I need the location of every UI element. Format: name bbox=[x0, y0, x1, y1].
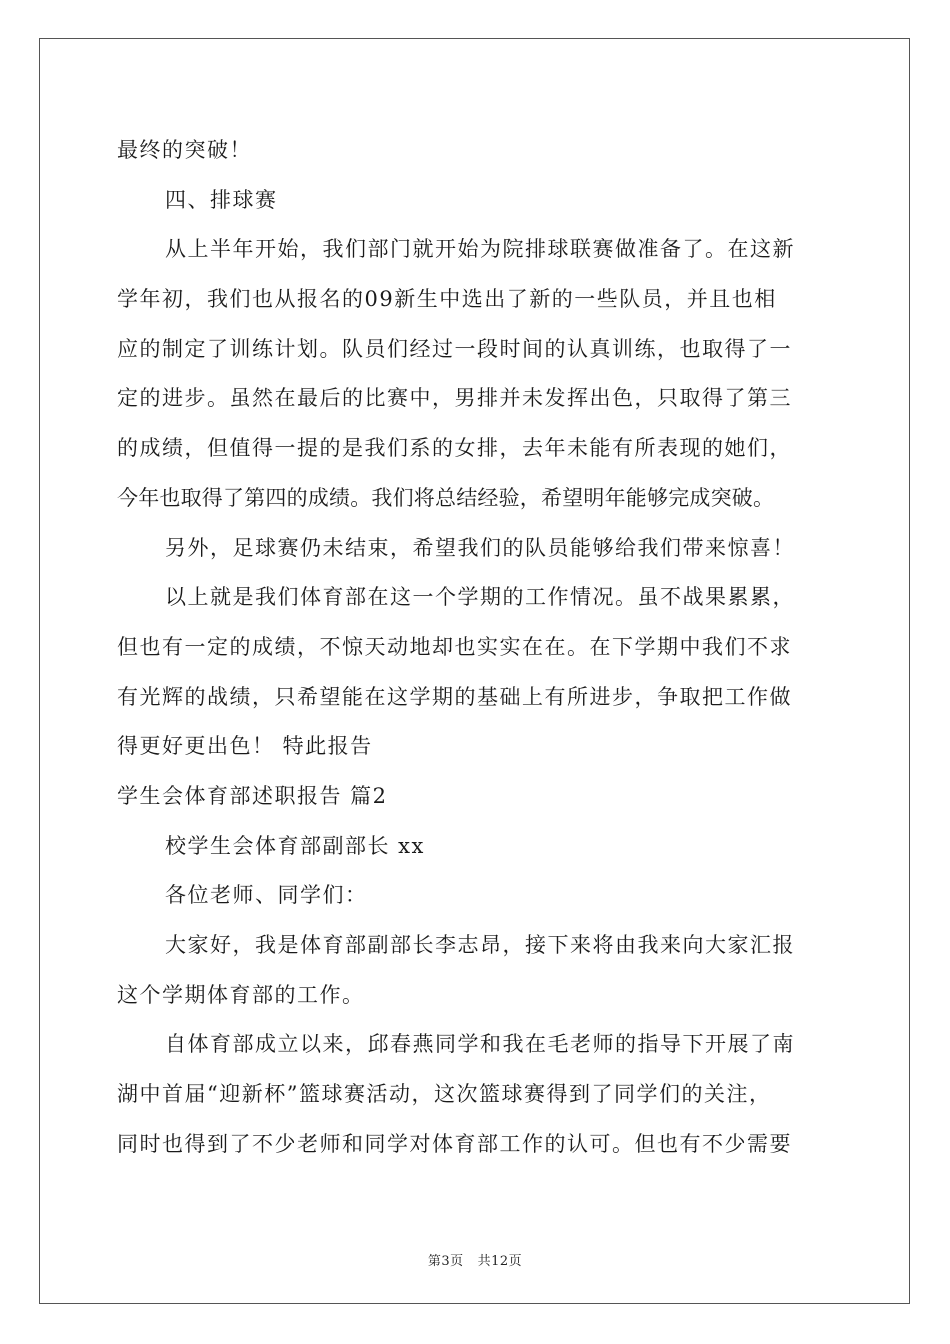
section-heading: 四、排球赛 bbox=[165, 187, 278, 212]
page-total: 共12页 bbox=[477, 1254, 523, 1269]
paragraph-line: 得更好更出色！ 特此报告 bbox=[117, 734, 373, 759]
document-body bbox=[117, 126, 857, 1169]
paragraph-line: 自体育部成立以来，邱春燕同学和我在毛老师的指导下开展了南 bbox=[165, 1032, 795, 1057]
paragraph-line: 另外，足球赛仍未结束，希望我们的队员能够给我们带来惊喜！ bbox=[165, 535, 795, 560]
salutation: 各位老师、同学们： bbox=[165, 883, 368, 908]
paragraph-line: 有光辉的战绩，只希望能在这学期的基础上有所进步，争取把工作做 bbox=[117, 684, 792, 709]
paragraph-line: 应的制定了训练计划。队员们经过一段时间的认真训练，也取得了一 bbox=[117, 336, 792, 361]
paragraph-line: 今年也取得了第四的成绩。我们将总结经验，希望明年能够完成突破。 bbox=[117, 485, 775, 510]
paragraph-line: 定的进步。虽然在最后的比赛中，男排并未发挥出色，只取得了第三 bbox=[117, 386, 792, 411]
paragraph-line: 的成绩，但值得一提的是我们系的女排，去年未能有所表现的她们， bbox=[117, 436, 792, 461]
paragraph-line: 但也有一定的成绩，不惊天动地却也实实在在。在下学期中我们不求 bbox=[117, 634, 792, 659]
paragraph-line: 最终的突破！ bbox=[117, 138, 252, 162]
author-line: 校学生会体育部副部长 xx bbox=[165, 833, 425, 858]
paragraph-line: 湖中首届“迎新杯”篮球赛活动，这次篮球赛得到了同学们的关注， bbox=[117, 1082, 772, 1107]
page-number: 第3页 bbox=[427, 1254, 464, 1269]
paragraph-line: 从上半年开始，我们部门就开始为院排球联赛做准备了。在这新 bbox=[165, 237, 795, 262]
report-title: 学生会体育部述职报告 篇2 bbox=[117, 783, 388, 808]
page-footer bbox=[0, 1250, 950, 1269]
paragraph-line: 大家好，我是体育部副部长李志昂，接下来将由我来向大家汇报 bbox=[165, 933, 795, 957]
paragraph-line: 同时也得到了不少老师和同学对体育部工作的认可。但也有不少需要 bbox=[117, 1131, 792, 1156]
paragraph-line: 这个学期体育部的工作。 bbox=[117, 982, 365, 1007]
paragraph-line: 以上就是我们体育部在这一个学期的工作情况。虽不战果累累， bbox=[165, 585, 795, 610]
paragraph-line: 学年初，我们也从报名的09新生中选出了新的一些队员，并且也相 bbox=[117, 287, 777, 312]
